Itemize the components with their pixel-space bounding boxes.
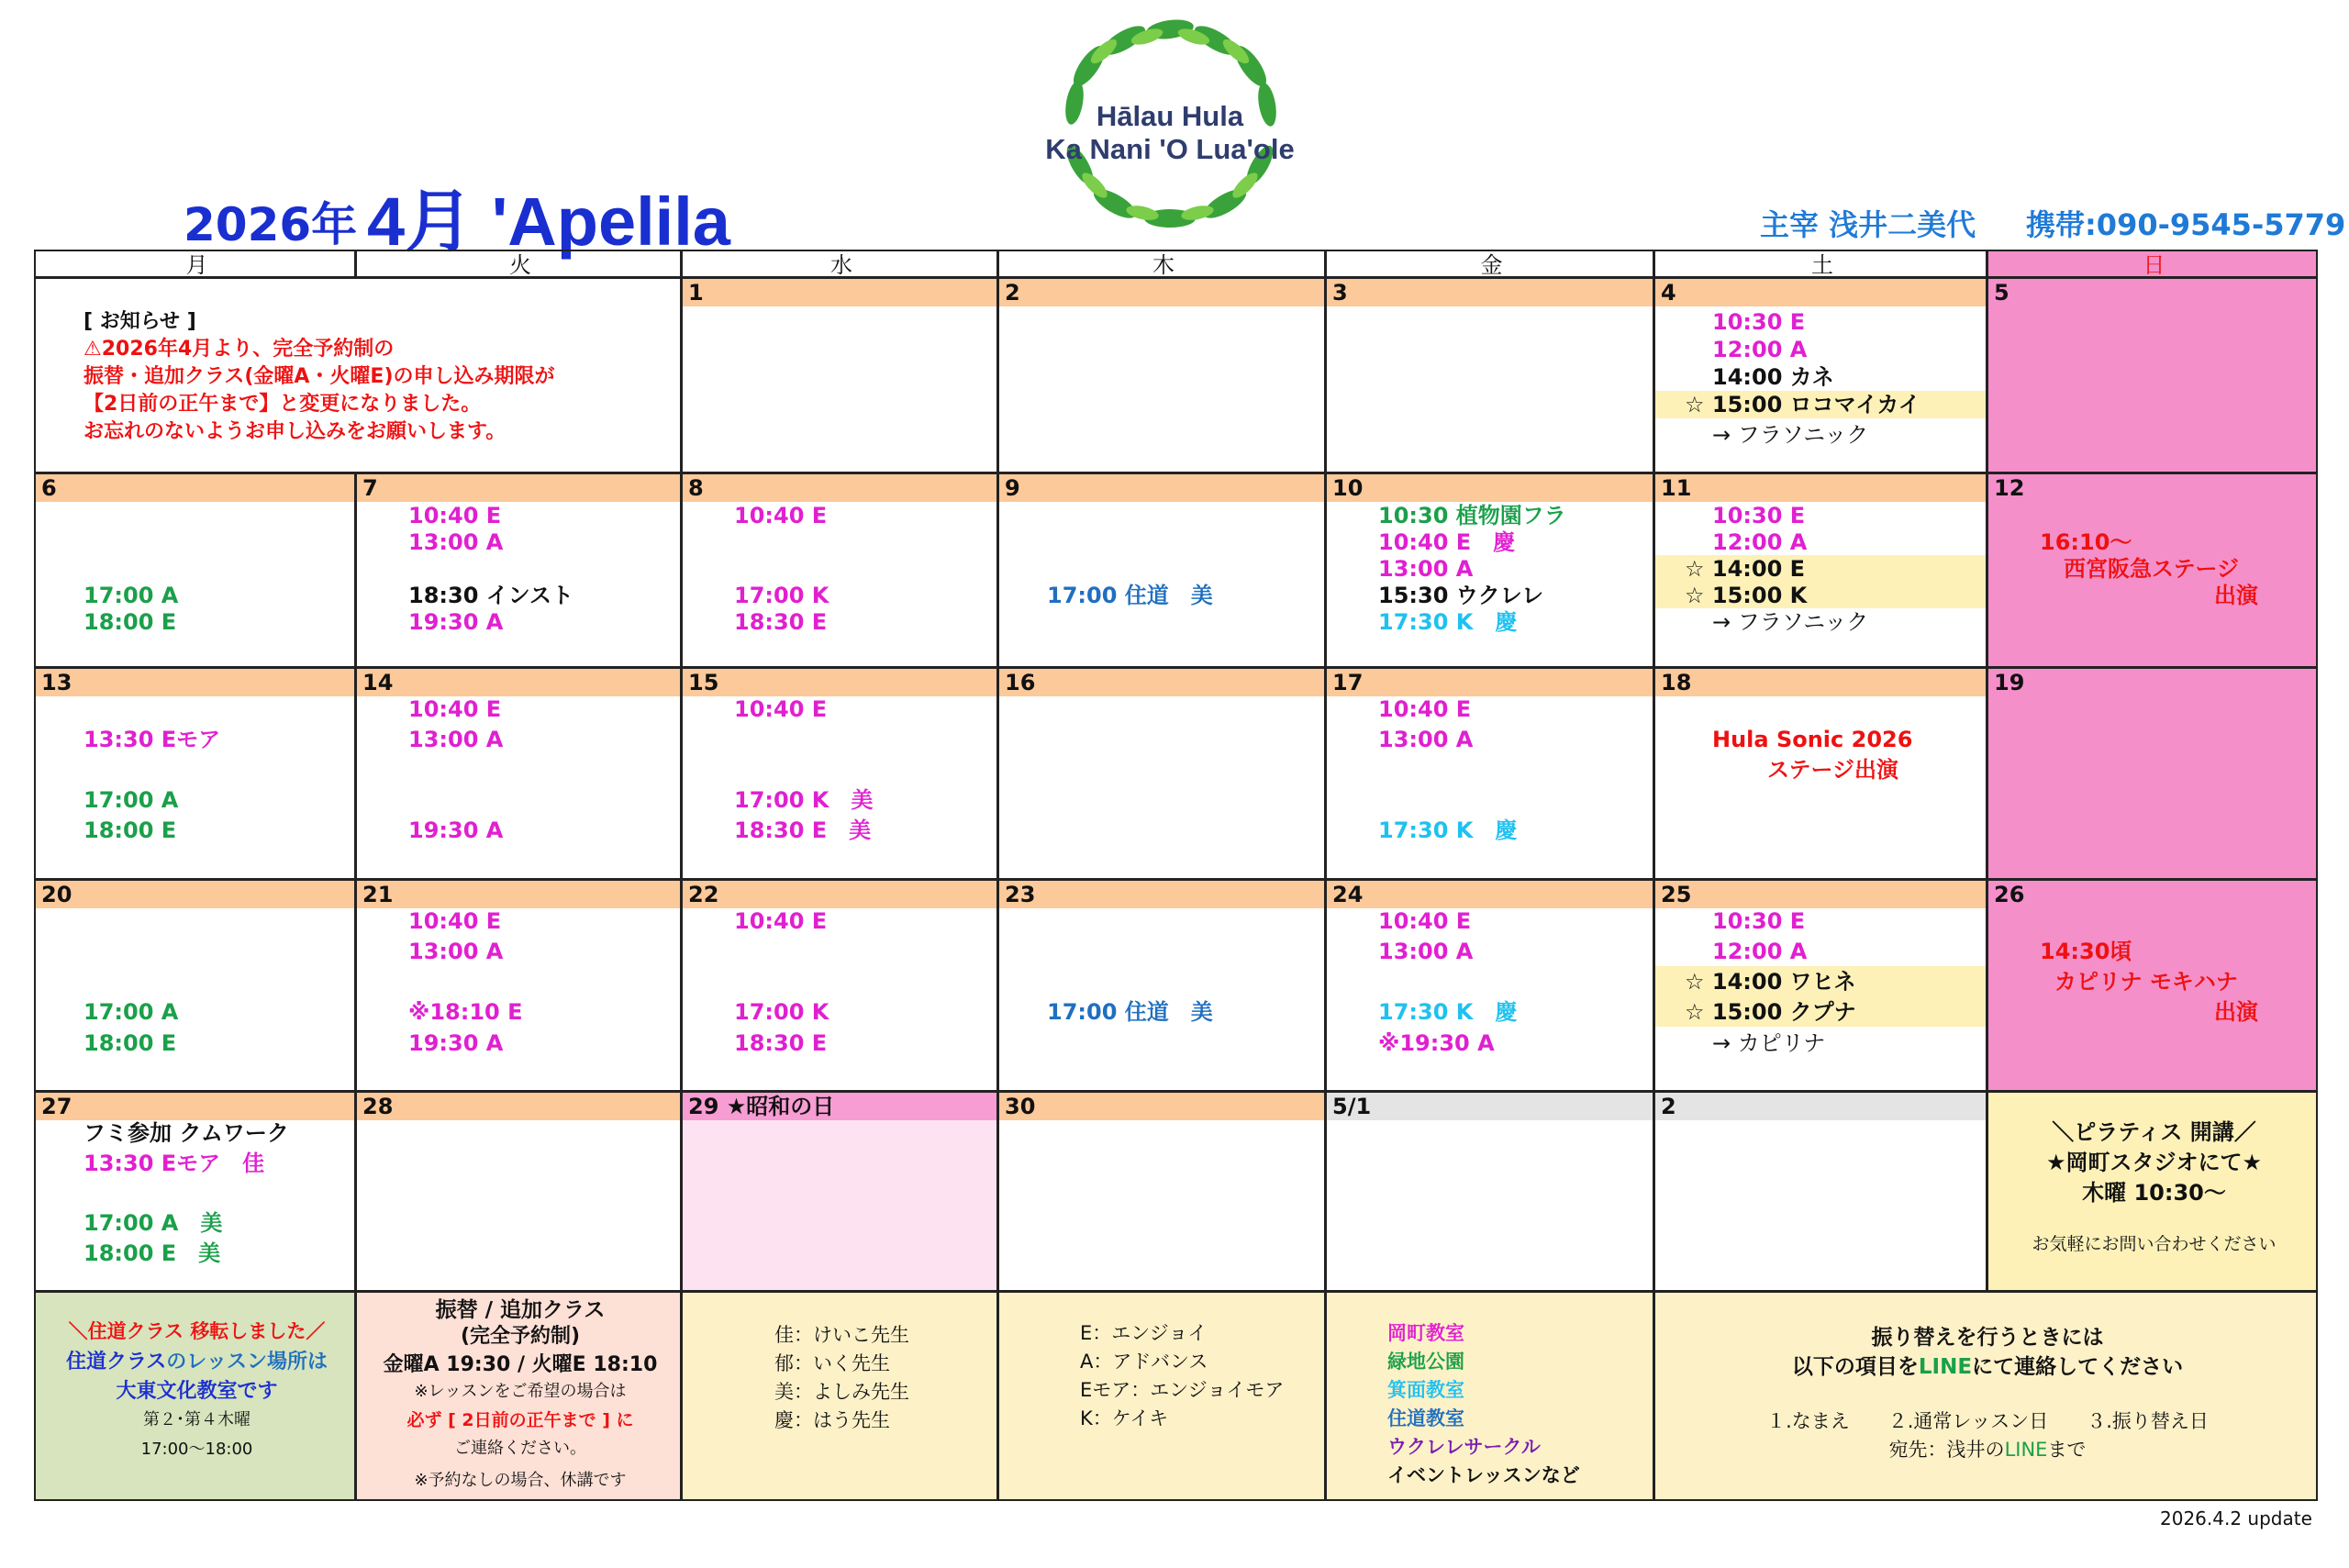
date-label: 22 xyxy=(683,881,998,908)
date-label: 27 xyxy=(36,1093,356,1120)
weekday-header-mon: 月 xyxy=(34,250,356,278)
event: 10:30 E xyxy=(1712,503,1806,528)
pilates-line: お気軽にお問い合わせください xyxy=(2032,1234,2277,1254)
event: ☆ 14:00 ワヒネ xyxy=(1685,969,1856,995)
event: 10:40 E xyxy=(734,503,828,528)
date-label: 26 xyxy=(1994,882,2025,907)
day-cell-4-18 xyxy=(1653,667,1987,880)
event: ステージ出演 xyxy=(1767,757,1899,783)
event: 19:30 A xyxy=(408,609,504,635)
weekday-header-tue: 火 xyxy=(355,250,682,278)
weekday-header-sat: 土 xyxy=(1653,250,1987,278)
event: 14:30頃 xyxy=(2040,939,2132,964)
date-label: 5/1 xyxy=(1327,1093,1654,1120)
event: フミ参加 クムワーク xyxy=(83,1120,289,1146)
event: 17:30 K 慶 xyxy=(1378,999,1518,1025)
day-cell-4-21 xyxy=(355,879,682,1092)
day-cell-4-17 xyxy=(1325,667,1654,880)
event: 17:00 住道 美 xyxy=(1047,999,1213,1025)
event: Hula Sonic 2026 xyxy=(1712,727,1913,752)
day-cell-4-19 xyxy=(1987,667,2318,880)
event: → フラソニック xyxy=(1712,422,1869,448)
day-cell-4-13 xyxy=(34,667,356,880)
event: 10:40 E xyxy=(1378,908,1472,934)
footer-venue-legend: 岡町教室 緑地公園 箕面教室 住道教室 ウクレレサークル イベントレッスンなど xyxy=(1325,1291,1654,1501)
day-cell-4-22 xyxy=(681,879,998,1092)
date-label: 25 xyxy=(1655,881,1987,908)
date-label: 2 xyxy=(1655,1093,1987,1120)
event: 出演 xyxy=(2214,583,2258,608)
day-cell-4-3 xyxy=(1325,277,1654,473)
event: 10:40 E xyxy=(408,696,502,722)
event: 13:00 A xyxy=(1378,556,1474,582)
day-cell-4-27 xyxy=(34,1091,356,1292)
date-label: 14 xyxy=(357,669,682,696)
day-cell-4-6 xyxy=(34,473,356,668)
event: 12:00 A xyxy=(1712,529,1808,555)
event: 17:30 K 慶 xyxy=(1378,609,1518,635)
footer-makeup-class: 振替 / 追加クラス (完全予約制) 金曜A 19:30 / 火曜E 18:10 ※レッスンをご希望の場合は 必ず [ 2日前の正午まで ] に ご連絡ください。 ※予約なしの場合、休講です xyxy=(355,1291,682,1501)
event: 17:00 住道 美 xyxy=(1047,583,1213,608)
event: → カピリナ xyxy=(1712,1030,1826,1056)
notice-line: ⚠2026年4月より、完全予約制の xyxy=(83,338,395,361)
update-date: 2026.4.2 update xyxy=(2160,1507,2312,1529)
event: 14:00 カネ xyxy=(1712,364,1834,390)
event: 12:00 A xyxy=(1712,337,1808,362)
notice-line: お忘れのないようお申し込みをお願いします。 xyxy=(83,420,507,443)
calendar-grid xyxy=(35,250,2319,1502)
title-year: 2026年 xyxy=(184,198,358,251)
event: 西宮阪急ステージ xyxy=(2064,556,2240,582)
day-cell-4-26 xyxy=(1987,879,2318,1092)
date-label: 17 xyxy=(1327,669,1654,696)
date-label: 15 xyxy=(683,669,998,696)
event: 18:00 E 美 xyxy=(83,1240,221,1266)
event: 10:30 E xyxy=(1712,309,1806,335)
event: 17:00 A xyxy=(83,999,179,1025)
logo-line1: Hālau Hula xyxy=(1096,100,1244,132)
date-label: 20 xyxy=(36,881,356,908)
event: 17:00 K xyxy=(734,583,829,608)
event: 10:40 E xyxy=(408,503,502,528)
day-cell-4-16 xyxy=(997,667,1326,880)
day-cell-4-15 xyxy=(681,667,998,880)
footer-level-legend: E：エンジョイ A：アドバンス Eモア：エンジョイモア K：ケイキ xyxy=(997,1291,1326,1501)
event: ☆ 15:00 K xyxy=(1685,583,1808,608)
event: 17:00 A 美 xyxy=(83,1210,223,1236)
event: 10:40 E xyxy=(734,696,828,722)
host-name: 主宰 浅井二美代 xyxy=(1760,207,1976,242)
event: 10:40 E xyxy=(734,908,828,934)
day-cell-4-30 xyxy=(997,1091,1326,1292)
date-label: 23 xyxy=(999,881,1326,908)
event: 13:00 A xyxy=(408,727,504,752)
date-label: 2 xyxy=(999,279,1326,306)
event: 13:00 A xyxy=(1378,727,1474,752)
date-label: 30 xyxy=(999,1093,1326,1120)
day-cell-4-10 xyxy=(1325,473,1654,668)
event: 17:00 A xyxy=(83,583,179,608)
day-cell-4-14 xyxy=(355,667,682,880)
date-label: 18 xyxy=(1655,669,1987,696)
day-cell-4-1 xyxy=(681,277,998,473)
date-label: 12 xyxy=(1994,475,2025,501)
notice-box xyxy=(34,277,682,473)
date-label: 8 xyxy=(683,474,998,502)
event: 10:30 E xyxy=(1712,908,1806,934)
day-cell-4-5 xyxy=(1987,277,2318,473)
event: → フラソニック xyxy=(1712,609,1869,635)
event: 16:10～ xyxy=(2040,529,2132,555)
date-label: 9 xyxy=(999,474,1326,502)
weekday-header-thu: 木 xyxy=(997,250,1326,278)
date-label: 3 xyxy=(1327,279,1654,306)
event: 13:30 Eモア xyxy=(83,727,221,752)
date-label: 21 xyxy=(357,881,682,908)
event: 18:00 E xyxy=(83,609,177,635)
day-cell-4-7 xyxy=(355,473,682,668)
weekday-header-fri: 金 xyxy=(1325,250,1654,278)
event: 出演 xyxy=(2214,999,2258,1025)
date-label: 13 xyxy=(36,669,356,696)
notice-title: [ お知らせ ] xyxy=(83,310,196,333)
day-cell-4-2 xyxy=(997,277,1326,473)
date-label: 11 xyxy=(1655,474,1987,502)
event: ※19:30 A xyxy=(1378,1030,1495,1056)
event: 18:30 インスト xyxy=(408,583,574,608)
event: ☆ 15:00 ロコマイカイ xyxy=(1685,392,1920,417)
event: 13:30 Eモア 佳 xyxy=(83,1151,265,1176)
event: 13:00 A xyxy=(408,529,504,555)
event: 12:00 A xyxy=(1712,939,1808,964)
event: ※18:10 E xyxy=(408,999,523,1025)
day-cell-4-4 xyxy=(1653,277,1987,473)
event: ☆ 14:00 E xyxy=(1685,556,1806,582)
event: 10:40 E xyxy=(408,908,502,934)
day-cell-5-2 xyxy=(1653,1091,1987,1292)
footer-contact-instructions: 振り替えを行うときには 以下の項目をLINEにて連絡してください １.なまえ ２.通常レッスン日 ３.振り替え日 宛先：浅井のLINEまで xyxy=(1653,1291,2318,1501)
pilates-line: ＼ピラティス 開講／ xyxy=(2052,1119,2256,1145)
day-cell-4-11 xyxy=(1653,473,1987,668)
event: 18:30 E xyxy=(734,609,828,635)
day-cell-4-29-holiday xyxy=(681,1091,998,1292)
date-label: 10 xyxy=(1327,474,1654,502)
logo xyxy=(1014,9,1326,239)
date-label: 5 xyxy=(1994,280,2009,306)
day-cell-4-23 xyxy=(997,879,1326,1092)
day-cell-4-9 xyxy=(997,473,1326,668)
date-label: 6 xyxy=(36,474,356,502)
logo-line2: Ka Nani 'O Lua'ole xyxy=(1045,133,1295,165)
event: カピリナ モキハナ xyxy=(2054,969,2238,995)
event: 19:30 A xyxy=(408,1030,504,1056)
date-label: 28 xyxy=(357,1093,682,1120)
pilates-line: ★岡町スタジオにて★ xyxy=(2045,1150,2263,1175)
date-label: 7 xyxy=(357,474,682,502)
event: 17:30 K 慶 xyxy=(1378,817,1518,843)
notice-line: 【2日前の正午まで】と変更になりました。 xyxy=(83,393,482,416)
event: 13:00 A xyxy=(1378,939,1474,964)
day-cell-4-28 xyxy=(355,1091,682,1292)
event: 18:00 E xyxy=(83,817,177,843)
weekday-header-wed: 水 xyxy=(681,250,998,278)
day-cell-4-20 xyxy=(34,879,356,1092)
footer-teacher-legend: 佳：けいこ先生 郁：いく先生 美：よしみ先生 慶：はう先生 xyxy=(681,1291,998,1501)
date-label: 29 ★昭和の日 xyxy=(683,1093,998,1120)
event: 19:30 A xyxy=(408,817,504,843)
phone-number: 携帯:090-9545-5779 xyxy=(2026,207,2346,242)
event: 17:00 A xyxy=(83,787,179,813)
day-cell-4-24 xyxy=(1325,879,1654,1092)
day-cell-4-12 xyxy=(1987,473,2318,668)
notice-line: 振替・追加クラス(金曜A・火曜E)の申し込み期限が xyxy=(83,365,555,388)
event: 10:40 E xyxy=(1378,696,1472,722)
event: 13:00 A xyxy=(408,939,504,964)
event: ☆ 15:00 クプナ xyxy=(1685,999,1856,1025)
event: 10:40 E 慶 xyxy=(1378,529,1516,555)
date-label: 19 xyxy=(1994,670,2025,695)
date-label: 4 xyxy=(1655,279,1987,306)
event: 17:00 K 美 xyxy=(734,787,874,813)
day-cell-4-8 xyxy=(681,473,998,668)
date-label: 24 xyxy=(1327,881,1654,908)
date-label: 16 xyxy=(999,669,1326,696)
day-cell-4-25 xyxy=(1653,879,1987,1092)
footer-moved-notice: ＼住道クラス 移転しました／ 住道クラスのレッスン場所は 大東文化教室です 第２･第４木曜 17:00～18:00 xyxy=(34,1291,356,1501)
event: 15:30 ウクレレ xyxy=(1378,583,1544,608)
event: 18:00 E xyxy=(83,1030,177,1056)
title-month: 4月 'Apelila xyxy=(367,183,730,260)
event: 10:30 植物園フラ xyxy=(1378,503,1566,528)
event: 17:00 K xyxy=(734,999,829,1025)
pilates-announcement xyxy=(1987,1091,2318,1292)
pilates-line: 木曜 10:30～ xyxy=(2082,1180,2226,1206)
event: 18:30 E 美 xyxy=(734,817,872,843)
day-cell-5-1 xyxy=(1325,1091,1654,1292)
weekday-header-sun: 日 xyxy=(1987,250,2318,278)
event: 18:30 E xyxy=(734,1030,828,1056)
date-label: 1 xyxy=(683,279,998,306)
